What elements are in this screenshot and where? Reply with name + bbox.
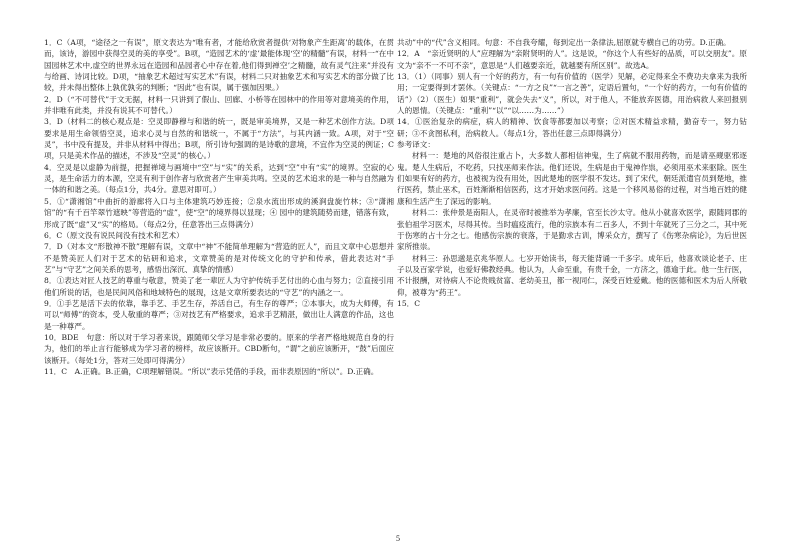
answer-paragraph: 7．D（对本文“形散神不散”理解有误，文章中“神”不能简单理解为“营造的匠人”，而且文章中心思想并不是赞美匠人们对于艺术的钻研和追求，文章赞美的是对传统文化的守护和传承，借此表达对“手艺”与“守艺”之间关系的思考，感悟出深沉、真挚的情感）	[44, 242, 394, 274]
answer-paragraph: 6．C（原文没有说民间没有技术和艺术）	[44, 230, 184, 240]
right-column	[397, 37, 747, 527]
translation-paragraph: 材料二：张仲景是南阳人，在灵帝时被推举为孝廉，官至长沙太守。他从小就喜欢医学，跟随同郡的张伯祖学习医术，尽得其传。当时瘟疫流行，他的宗族本有二百多人，不到十年就死了三分之二，其中死于伤寒的占十分之七。他感伤宗族的衰落，于是勤求古训，博采众方，撰写了《伤寒杂病论》，为后世医家所推崇。	[397, 208, 747, 252]
answer-paragraph: 8．①表达对匠人技艺的尊重与敬意，赞美了老一辈匠人为守护传统手艺付出的心血与努力；②直接引用他们所说的话，也是民间风俗和地域特色的展现，这是文章所要表达的“守艺”的内涵之一。	[44, 276, 394, 297]
answer-paragraph: 13．（1）（同事）别人有一个好的药方，有一句有价值的（医学）见解，必定得来全不费功夫拿来为我所用；一定要得到才罢休。（关键点：“一方之良”“一言之善”，定语后置句，“一个好的药方，一句有价值的话”）（2）（医生）如果“重利”，就会失去“义”，所以，对于他人，不能放弃医德，用治病救人来回报别人的恩情。（关键点：“重利”“以”“以……为……”）	[397, 72, 747, 116]
left-column	[44, 37, 394, 527]
answer-paragraph: 12．A “亲近贤明的人”应理解为“亲附贤明的人”。这是说，“你这个人有些好的品质，可以交朋友”。原文为“亲不一不可不亲”，意思是“人们越要亲近，就越要有所区别”。故选A。	[397, 49, 747, 70]
answer-paragraph: 2．D（“不可替代”于文无据，材料一只讲到了假山、回廊、小桥等在园林中的作用等对意境美的作用，并非唯有此类，并没有说其不可替代。）	[44, 94, 394, 116]
page-number: 5	[396, 534, 400, 543]
answer-paragraph: 15．C	[397, 298, 421, 308]
answer-paragraph: 10．BDE 句意：所以对于学习者来说，跟随师父学习是非常必要的。原来的学者严格地规范自身的行为，他们的举止言行能够成为学习者的榜样，故应该断开。CBD断句，“谓”之前应该断开，“鼓”后面应该断开。（每处1分，答对三处即可得满分）	[44, 332, 394, 365]
answer-paragraph: 11．C A.正确。B.正确，C项理解错误。“所以”表示凭借的手段，而非表原因的“所以”。D.正确。	[44, 366, 379, 376]
answer-paragraph: 14．①医治复杂的病症，病人的精神、饮食等都要加以考察；②对医术精益求精，勤奋专一，努力钻研；③不贪图私利，治病救人。（每点1分，答出任意三点即得满分）	[397, 117, 747, 138]
answer-paragraph: 3．D（材料二的核心观点是：空灵即静穆与和谐的统一，既是审美境界，又是一种艺术创作方法。D项要求是用生命领悟空灵，追求心灵与自然的和谐统一，不属于“方法”，与其内涵一致。A项，对于“空灵”，书中没有提及，并非从材料中得出；B项，所引诗句强调的是诗歌的意境，不宜作为空灵的例证；C项，只是美术作品的描述，不涉及“空灵”的核心。）	[44, 117, 394, 161]
answer-paragraph: 1．C（A项，“途径之一有误”，原文表达为“唯有者，才能给欣赏者提供‘对物象产生距离’的载体，在贯而，该诗，游园中获得空灵的美的享受”。B项，“造园艺术的‘虚’最能体现‘空’的精髓”有误，材料一“在中国园林艺术中,虚空的世界永远在造园和品园者心中存在着,他们得到禅空’之精髓，故有灵气注来”并没有与给画、诗词比较。D项，“抽象艺术超过写实艺术”有误，材料二只对抽象艺术和写实艺术的部分做了比较，并未得出整体上孰优孰劣的判断；“因此”也有误，属于强加因果。）	[44, 38, 394, 93]
answer-paragraph: 共动”中的“代”含义相同。句意：不自我夸耀，每到定出一条律法,屈原就专横自己的功劳。D.正确。	[397, 38, 731, 47]
answer-paragraph: 5．①“潇湘馆”中曲折的游廊将入口与主体建筑巧妙连接；②泉水流出形成的溪涧盘旋竹林；③“潇湘馆”的“有千百竿翠竹遮映”等营造的“虚”，使“空”的境界得以显现；④ 园中的建筑随势而建，错落有致，形成了既“虚”又“实”的格局。（每点2分，任意答出三点得满分）	[44, 196, 394, 229]
translation-heading: 参考译文：	[397, 140, 435, 150]
answer-paragraph: 4．空灵是以虚静为前提，把握禅境与画境中“空”与“实”的关系，达到“空”中有“实”的境界。空寂的心灵，是生命活力的本源，空灵有利于创作者与欣赏者产生审美共鸣。空灵的艺术追求的是一种与自然融为一体的和谐之美。（每点1分，共4分。意思对即可。）	[44, 162, 394, 195]
translation-paragraph: 材料一：楚地的风俗很注重占卜，大多数人都相信神鬼，生了病就不服用药物，而是请巫觋驱邪逐鬼。楚人生病后，不吃药，只找巫师来作法。他们还说，生病是由于鬼神作祟，必须用巫术来驱除。医生们如果有好的药方，也被视为没有用处，因此楚地的医学很不发达。到了宋代，朝廷派遣官员到楚地，推行医药，禁止巫术，百姓渐渐相信医药，这才开始求医问药。这是一个移风易俗的过程，对当地百姓的健康和生活产生了深远的影响。	[397, 151, 747, 206]
translation-paragraph: 材料三：孙思邈是京兆华原人。七岁开始读书，每天能背诵一千多字。成年后，他喜欢谈论老子、庄子以及百家学说，也爱好佛教经典。他认为，人命至重，有贵千金，一方济之，德逾于此。他一生行医，不计报酬，对待病人不论贵贱贫富、老幼美丑，都一视同仁，深受百姓爱戴。他的医德和医术为后人所敬仰，被尊为“药王”。	[397, 253, 747, 297]
answer-paragraph: 9．①手艺是活下去的依靠，靠手艺、手艺生存，养活自己，有生存的尊严；②本事大，成为大师傅，有可以“师傅”的资本，受人敬重的尊严；③对技艺有严格要求，追求手艺精湛，做出让人满意的作品，这也是一种尊严。	[44, 298, 394, 331]
